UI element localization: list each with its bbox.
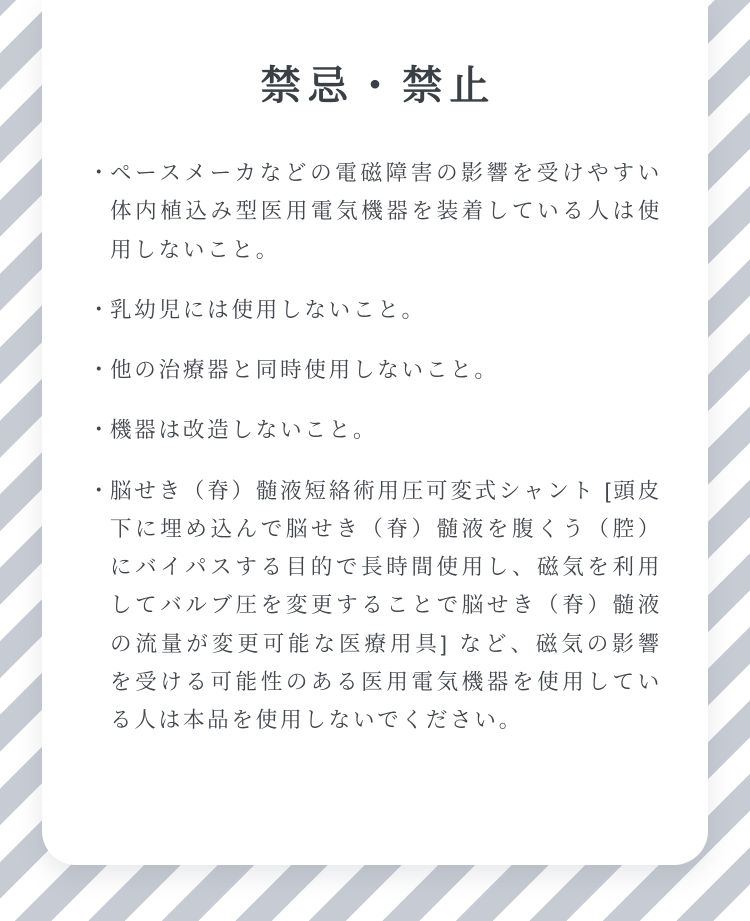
bullet-icon: ・	[88, 478, 113, 503]
list-item	[88, 351, 662, 389]
list-item-text: 機器は改造しないこと。	[110, 418, 378, 443]
bullet-icon: ・	[88, 161, 113, 185]
prohibition-list	[88, 154, 662, 739]
page-title: 禁忌・禁止	[260, 64, 497, 108]
list-item	[88, 411, 662, 449]
list-item-text: 他の治療器と同時使用しないこと。	[110, 358, 499, 383]
bullet-icon: ・	[88, 297, 113, 322]
list-item-text: ペースメーカなどの電磁障害の影響を受けやすい体内植込み型医用電気機器を装着している人は使用しないこと。	[110, 161, 662, 262]
list-item	[88, 472, 662, 740]
list-item-text: 乳幼児には使用しないこと。	[110, 297, 426, 322]
bullet-icon: ・	[88, 358, 113, 383]
bullet-icon: ・	[88, 418, 113, 443]
list-item	[88, 291, 662, 329]
list-item-text: 脳せき（脊）髄液短絡術用圧可変式シャント [頭皮下に埋め込んで脳せき（脊）髄液を腹くう（腔）にバイパスする目的で長時間使用し、磁気を利用してバルブ圧を変更することで脳せき（脊）髄液の流量が変更可能な医療用具] など、磁気の影響を受ける可能性のある医用電気機器を使用している人は本品を使用しないでください。	[110, 478, 662, 733]
list-item	[88, 154, 662, 269]
content-card	[42, 0, 708, 865]
